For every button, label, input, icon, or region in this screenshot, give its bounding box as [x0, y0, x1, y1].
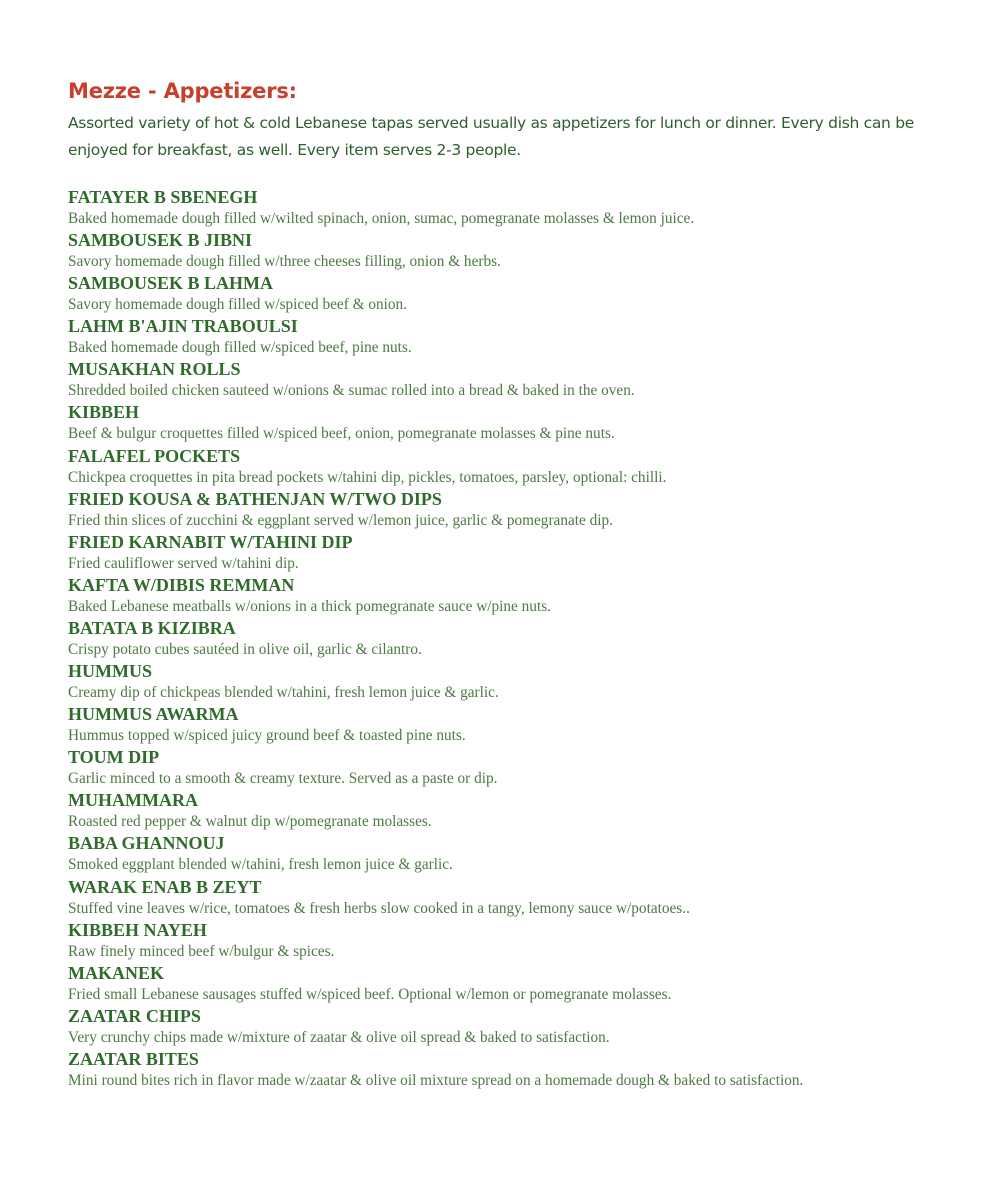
menu-item-description: Smoked eggplant blended w/tahini, fresh lemon juice & garlic.	[68, 856, 453, 874]
menu-item	[68, 832, 948, 875]
menu-item-description: Baked homemade dough filled w/spiced beef, pine nuts.	[68, 339, 412, 357]
menu-item	[68, 962, 948, 1005]
menu-item-name: MUSAKHAN ROLLS	[68, 359, 241, 380]
menu-item-name: HUMMUS AWARMA	[68, 704, 239, 725]
menu-item-description: Fried small Lebanese sausages stuffed w/spiced beef. Optional w/lemon or pomegranate molasses.	[68, 985, 672, 1003]
menu-item-name: WARAK ENAB B ZEYT	[68, 876, 262, 897]
menu-item-name: KAFTA W/DIBIS REMMAN	[68, 574, 295, 595]
menu-item-description: Savory homemade dough filled w/spiced beef & onion.	[68, 296, 408, 314]
menu-item	[68, 186, 948, 229]
menu-item-name: FALAFEL POCKETS	[68, 445, 241, 466]
menu-item-description: Baked homemade dough filled w/wilted spinach, onion, sumac, pomegranate molasses & lemon juice.	[68, 210, 695, 227]
menu-item-name: MAKANEK	[68, 962, 164, 983]
menu-item	[68, 358, 948, 401]
menu-item	[68, 789, 948, 832]
menu-item-name: TOUM DIP	[68, 747, 160, 768]
menu-item-name: BATATA B KIZIBRA	[68, 617, 236, 638]
menu-item	[68, 746, 948, 789]
menu-item-description: Raw finely minced beef w/bulgur & spices.	[68, 942, 335, 960]
menu-item-description: Fried thin slices of zucchini & eggplant served w/lemon juice, garlic & pomegranate dip.	[68, 511, 614, 529]
menu-item-list	[68, 186, 948, 1091]
menu-item	[68, 617, 948, 660]
menu-item-name: HUMMUS	[68, 661, 152, 682]
menu-page	[68, 76, 948, 1091]
menu-item-description: Savory homemade dough filled w/three cheeses filling, onion & herbs.	[68, 253, 501, 271]
menu-item-name: KIBBEH NAYEH	[68, 919, 207, 940]
menu-item-description: Shredded boiled chicken sauteed w/onions & sumac rolled into a bread & baked in the oven.	[68, 382, 635, 400]
menu-item-description: Fried cauliflower served w/tahini dip.	[68, 554, 299, 572]
menu-item-name: ZAATAR CHIPS	[68, 1005, 201, 1026]
menu-item	[68, 488, 948, 531]
menu-item-name: FATAYER B SBENEGH	[68, 187, 258, 207]
menu-item	[68, 401, 948, 444]
menu-item	[68, 919, 948, 962]
menu-item	[68, 1005, 948, 1048]
menu-item-description: Crispy potato cubes sautéed in olive oil, garlic & cilantro.	[68, 640, 422, 658]
section-heading: Mezze - Appetizers:	[68, 79, 297, 103]
menu-item	[68, 445, 948, 488]
menu-item	[68, 315, 948, 358]
menu-item-description: Chickpea croquettes in pita bread pockets w/tahini dip, pickles, tomatoes, parsley, optional: chilli.	[68, 468, 667, 486]
menu-item	[68, 229, 948, 272]
menu-item	[68, 1048, 948, 1091]
menu-item-name: BABA GHANNOUJ	[68, 833, 225, 854]
section-intro: Assorted variety of hot & cold Lebanese tapas served usually as appetizers for lunch or dinner. Every dish can be enjoyed for breakfast, as well. Every item serves 2-3 people.	[68, 114, 914, 159]
menu-item-description: Roasted red pepper & walnut dip w/pomegranate molasses.	[68, 813, 432, 831]
menu-item	[68, 660, 948, 703]
menu-item-name: FRIED KOUSA & BATHENJAN W/TWO DIPS	[68, 488, 442, 509]
menu-item-name: FRIED KARNABIT W/TAHINI DIP	[68, 531, 353, 552]
menu-item-description: Beef & bulgur croquettes filled w/spiced beef, onion, pomegranate molasses & pine nuts.	[68, 425, 615, 443]
menu-item-name: LAHM B'AJIN TRABOULSI	[68, 316, 298, 337]
menu-item	[68, 272, 948, 315]
menu-item-description: Stuffed vine leaves w/rice, tomatoes & fresh herbs slow cooked in a tangy, lemony sauce w/potatoes..	[68, 899, 690, 917]
menu-item-description: Very crunchy chips made w/mixture of zaatar & olive oil spread & baked to satisfaction.	[68, 1028, 610, 1046]
menu-item-name: MUHAMMARA	[68, 790, 198, 811]
menu-item-description: Creamy dip of chickpeas blended w/tahini, fresh lemon juice & garlic.	[68, 684, 499, 702]
menu-item-description: Mini round bites rich in flavor made w/zaatar & olive oil mixture spread on a homemade dough & baked to satisfaction.	[68, 1071, 804, 1089]
menu-item	[68, 574, 948, 617]
menu-item-name: ZAATAR BITES	[68, 1048, 199, 1069]
menu-item	[68, 703, 948, 746]
menu-item-description: Baked Lebanese meatballs w/onions in a thick pomegranate sauce w/pine nuts.	[68, 597, 551, 615]
menu-item-name: SAMBOUSEK B JIBNI	[68, 230, 253, 251]
menu-item	[68, 876, 948, 919]
menu-item-description: Hummus topped w/spiced juicy ground beef & toasted pine nuts.	[68, 727, 466, 745]
menu-item-description: Garlic minced to a smooth & creamy texture. Served as a paste or dip.	[68, 770, 498, 788]
menu-item-name: KIBBEH	[68, 402, 140, 423]
menu-item-name: SAMBOUSEK B LAHMA	[68, 273, 274, 294]
menu-item	[68, 531, 948, 574]
